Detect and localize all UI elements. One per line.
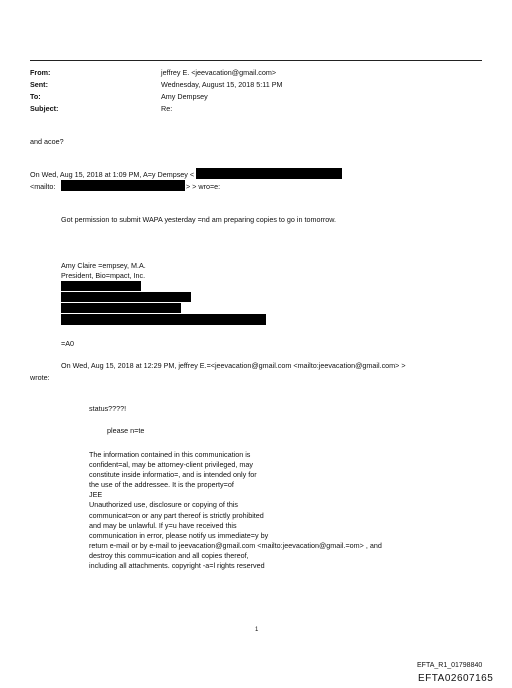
disclaimer-block <box>89 450 382 571</box>
quote1-mailto-start: <mailto: <box>30 182 56 191</box>
disclaimer-line: and may be unlawful. If y=u have received this <box>89 520 237 530</box>
sent-label: Sent: <box>30 80 48 89</box>
disclaimer-line: constitute inside informatio=, and is intended only for <box>89 470 257 480</box>
disclaimer-line: communication in error, please notify us immediate=y by <box>89 530 269 540</box>
disclaimer-line: communicat=on or any part thereof is strictly prohibited <box>89 510 264 520</box>
from-label: From: <box>30 68 51 77</box>
disclaimer-line: Unauthorized use, disclosure or copying of this <box>89 500 239 510</box>
redaction-signature-2 <box>61 292 191 302</box>
signature-name: Amy Claire =empsey, M.A. <box>61 261 146 270</box>
redaction-signature-3 <box>61 303 181 313</box>
disclaimer-line: confident=al, may be attorney-client privileged, may <box>89 460 253 470</box>
redaction-email <box>196 168 342 179</box>
disclaimer-line: JEE <box>89 490 103 500</box>
message-text: Got permission to submit WAPA yesterday =nd am preparing copies to go in tomorrow. <box>61 215 337 224</box>
sent-value: Wednesday, August 15, 2018 5:11 PM <box>161 80 283 89</box>
disclaimer-line: including all attachments. copyright -a=l rights reserved <box>89 561 265 571</box>
to-label: To: <box>30 92 41 101</box>
redaction-mailto <box>61 180 185 191</box>
bates-number-large: EFTA02607165 <box>418 673 494 684</box>
quote2-wrote: wrote: <box>30 373 50 382</box>
please-note-text: please n=te <box>107 426 145 435</box>
a0-marker: =A0 <box>61 339 74 348</box>
reply-text: and acoe? <box>30 137 64 146</box>
page-number: 1 <box>255 627 259 633</box>
subject-value: Re: <box>161 104 173 113</box>
quote1-mailto-end: > > wro=e: <box>186 182 221 191</box>
from-value: jeffrey E. <jeevacation@gmail.com> <box>161 68 277 77</box>
signature-title: President, Bio=mpact, Inc. <box>61 271 146 280</box>
quote2-header: On Wed, Aug 15, 2018 at 12:29 PM, jeffrey E.=<jeevacation@gmail.com <mailto:jeevacation@gmail.com> > <box>61 361 406 370</box>
subject-label: Subject: <box>30 104 59 113</box>
redaction-signature-1 <box>61 281 141 291</box>
disclaimer-line: return e-mail or by e-mail to jeevacation@gmail.com <mailto:jeevacation@gmail.=om> , and <box>89 540 382 550</box>
quote1-header: On Wed, Aug 15, 2018 at 1:09 PM, A=y Dempsey < <box>30 170 195 179</box>
to-value: Amy Dempsey <box>161 92 208 101</box>
header-top-rule <box>30 60 482 61</box>
status-text: status????! <box>89 404 127 413</box>
disclaimer-line: The information contained in this communication is <box>89 450 251 459</box>
bates-number-small: EFTA_R1_01798840 <box>417 662 483 669</box>
disclaimer-line: destroy this commu=ication and all copies thereof, <box>89 550 249 560</box>
redaction-signature-4 <box>61 314 266 325</box>
disclaimer-line: the use of the addressee. It is the property=of <box>89 480 234 490</box>
